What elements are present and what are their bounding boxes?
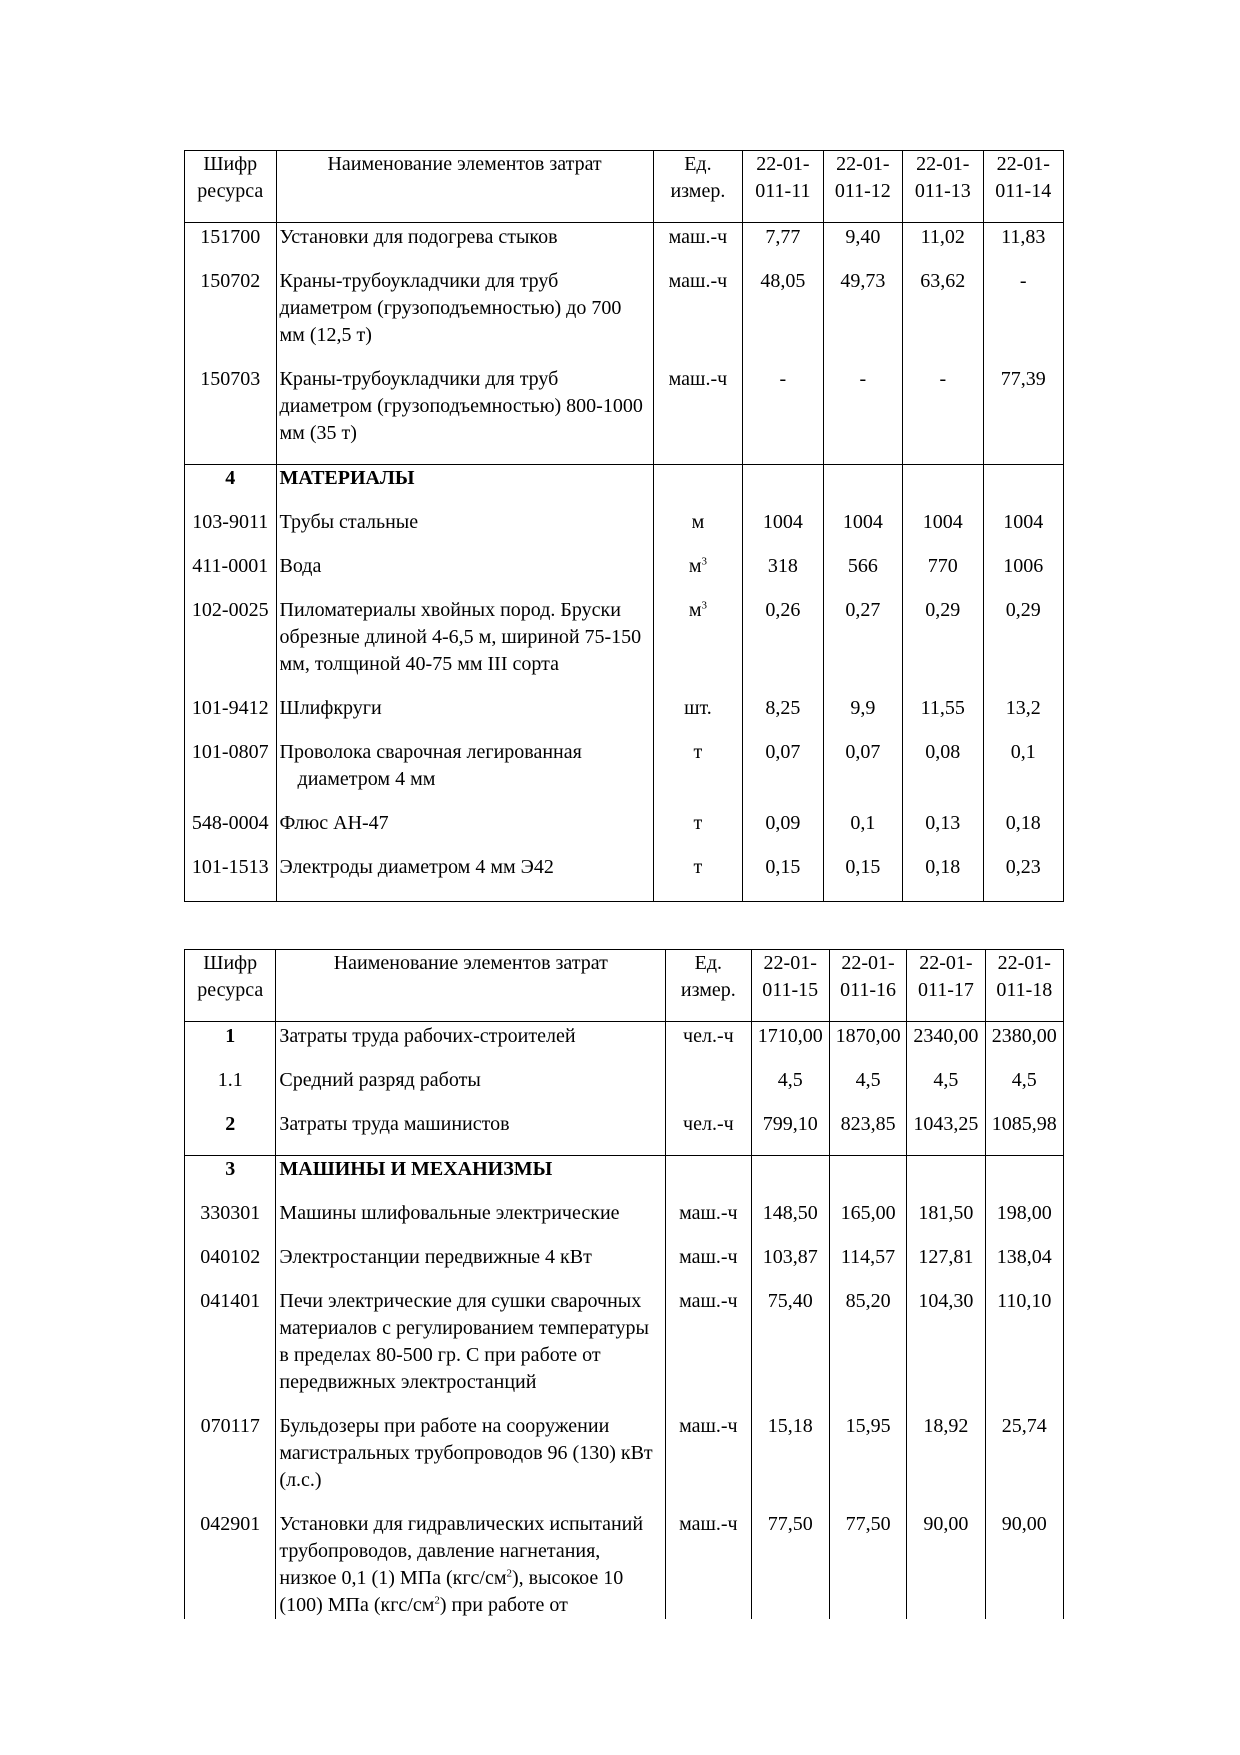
row-value: 0,29	[983, 597, 1064, 695]
row-unit: т	[653, 810, 743, 854]
row-value: 11,83	[983, 223, 1064, 269]
table-row	[185, 509, 1064, 553]
row-value: 1870,00	[829, 1022, 906, 1068]
section-title: МАТЕРИАЛЫ	[276, 465, 653, 510]
row-value: 0,1	[823, 810, 902, 854]
table-header-row	[185, 950, 1064, 1022]
row-value: 0,07	[743, 739, 823, 810]
table-row	[185, 1067, 1064, 1111]
resource-table-1	[184, 150, 1064, 902]
row-name: Электростанции передвижные 4 кВт	[276, 1244, 666, 1288]
row-value: 0,09	[743, 810, 823, 854]
row-value: -	[823, 366, 902, 465]
row-value: 110,10	[985, 1288, 1063, 1413]
row-unit: шт.	[653, 695, 743, 739]
row-code: 2	[225, 1113, 236, 1135]
section-code: 3	[185, 1156, 276, 1201]
row-unit: м	[653, 509, 743, 553]
row-unit: $м^3$	[653, 597, 743, 695]
row-value: 770	[903, 553, 983, 597]
row-value: -	[903, 366, 983, 465]
row-code: 548-0004	[191, 812, 269, 834]
table-row	[185, 1413, 1064, 1511]
section-title: МАШИНЫ И МЕХАНИЗМЫ	[276, 1156, 666, 1201]
row-value: 63,62	[903, 268, 983, 366]
row-value: 127,81	[907, 1244, 985, 1288]
row-value: 75,40	[751, 1288, 829, 1413]
row-unit: маш.-ч	[666, 1413, 751, 1511]
row-value: 4,5	[751, 1067, 829, 1111]
row-code: 102-0025	[191, 599, 269, 621]
row-unit	[666, 1067, 751, 1111]
row-value: 165,00	[829, 1200, 906, 1244]
row-value: 4,5	[829, 1067, 906, 1111]
table-row	[185, 1200, 1064, 1244]
row-value: 1004	[743, 509, 823, 553]
row-value: 1004	[983, 509, 1064, 553]
row-unit: маш.-ч	[666, 1511, 751, 1619]
row-value: 1004	[823, 509, 902, 553]
row-value: 9,40	[823, 223, 902, 269]
row-value: 13,2	[983, 695, 1064, 739]
header-name: Наименование элементов затрат	[276, 151, 653, 223]
row-value: 0,15	[823, 854, 902, 902]
row-value: 48,05	[743, 268, 823, 366]
row-value: 4,5	[985, 1067, 1063, 1111]
header-col-2: 22-01- 011-16	[829, 950, 906, 1022]
row-value: 77,50	[829, 1511, 906, 1619]
table-row	[185, 597, 1064, 695]
row-value: 8,25	[743, 695, 823, 739]
header-col-1: 22-01- 011-11	[743, 151, 823, 223]
row-value: 0,29	[903, 597, 983, 695]
row-name: Вода	[276, 553, 653, 597]
row-value: 15,95	[829, 1413, 906, 1511]
row-value: 0,07	[823, 739, 902, 810]
row-name: Средний разряд работы	[276, 1067, 666, 1111]
row-code: 1	[225, 1025, 236, 1047]
header-col-3: 22-01- 011-13	[903, 151, 983, 223]
row-value: 318	[743, 553, 823, 597]
row-unit: маш.-ч	[653, 366, 743, 465]
row-value: -	[983, 268, 1064, 366]
row-value: 18,92	[907, 1413, 985, 1511]
row-unit: маш.-ч	[653, 223, 743, 269]
row-code: 150702	[200, 270, 261, 292]
row-unit: маш.-ч	[653, 268, 743, 366]
row-value: 4,5	[907, 1067, 985, 1111]
row-value: 1085,98	[985, 1111, 1063, 1156]
row-code: 101-0807	[191, 741, 269, 763]
row-name: Затраты труда машинистов	[276, 1111, 666, 1156]
row-value: 25,74	[985, 1413, 1063, 1511]
row-unit: маш.-ч	[666, 1244, 751, 1288]
row-name: Машины шлифовальные электрические	[276, 1200, 666, 1244]
row-value: 823,85	[829, 1111, 906, 1156]
header-col-2: 22-01- 011-12	[823, 151, 902, 223]
row-name: Краны-трубоукладчики для труб диаметром (грузоподъемностью) 800-1000 мм (35 т)	[276, 366, 653, 465]
table-row	[185, 1288, 1064, 1413]
row-value: -	[743, 366, 823, 465]
row-unit: $м^3$	[653, 553, 743, 597]
row-value: 1043,25	[907, 1111, 985, 1156]
row-value: 49,73	[823, 268, 902, 366]
row-value: 104,30	[907, 1288, 985, 1413]
row-value: 7,77	[743, 223, 823, 269]
section-row	[185, 465, 1064, 510]
row-value: 198,00	[985, 1200, 1063, 1244]
row-value: 103,87	[751, 1244, 829, 1288]
header-name: Наименование элементов затрат	[276, 950, 666, 1022]
row-unit: чел.-ч	[666, 1022, 751, 1068]
row-value: 1710,00	[751, 1022, 829, 1068]
row-value: 2380,00	[985, 1022, 1063, 1068]
row-unit: т	[653, 739, 743, 810]
table-row	[185, 223, 1064, 269]
table-header-row	[185, 151, 1064, 223]
table-row	[185, 854, 1064, 902]
row-value: 0,18	[903, 854, 983, 902]
row-value: 15,18	[751, 1413, 829, 1511]
row-code: 103-9011	[192, 511, 269, 533]
row-value: 1004	[903, 509, 983, 553]
row-code: 040102	[200, 1246, 261, 1268]
row-name: Проволока сварочная легированная диаметром 4 мм	[276, 739, 653, 810]
row-value: 799,10	[751, 1111, 829, 1156]
row-value: 11,55	[903, 695, 983, 739]
section-row	[185, 1156, 1064, 1201]
table-row	[185, 695, 1064, 739]
row-value: 77,50	[751, 1511, 829, 1619]
row-value: 85,20	[829, 1288, 906, 1413]
row-name: Бульдозеры при работе на сооружении магистральных трубопроводов 96 (130) кВт (л.с.)	[276, 1413, 666, 1511]
table-row	[185, 553, 1064, 597]
row-value: 2340,00	[907, 1022, 985, 1068]
row-value: 0,26	[743, 597, 823, 695]
row-name: Пиломатериалы хвойных пород. Бруски обрезные длиной 4-6,5 м, шириной 75-150 мм, толщиной 40-75 мм III сорта	[276, 597, 653, 695]
row-code: 1.1	[217, 1069, 243, 1091]
row-code: 151700	[200, 226, 261, 248]
row-name: Установки для подогрева стыков	[276, 223, 653, 269]
row-name: Флюс АН-47	[276, 810, 653, 854]
row-code: 042901	[200, 1513, 261, 1535]
header-col-4: 22-01- 011-14	[983, 151, 1064, 223]
row-value: 0,13	[903, 810, 983, 854]
row-value: 148,50	[751, 1200, 829, 1244]
row-value: 0,15	[743, 854, 823, 902]
row-name: Установки для гидравлических испытаний трубопроводов, давление нагнетания, низкое 0,1 (1) МПа $(кгс/см^2)$, высокое 10 (100) МПа $(кгс/см^2)$ при работе от	[276, 1511, 666, 1619]
row-value: 114,57	[829, 1244, 906, 1288]
row-unit: маш.-ч	[666, 1288, 751, 1413]
row-value: 138,04	[985, 1244, 1063, 1288]
table-row	[185, 1022, 1064, 1068]
row-name: Затраты труда рабочих-строителей	[276, 1022, 666, 1068]
row-name: Трубы стальные	[276, 509, 653, 553]
row-code: 101-9412	[191, 697, 269, 719]
row-code: 041401	[200, 1290, 261, 1312]
row-unit: т	[653, 854, 743, 902]
row-name: Электроды диаметром 4 мм Э42	[276, 854, 653, 902]
row-name: Шлифкруги	[276, 695, 653, 739]
row-value: 11,02	[903, 223, 983, 269]
row-value: 1006	[983, 553, 1064, 597]
table-row	[185, 739, 1064, 810]
header-col-3: 22-01- 011-17	[907, 950, 985, 1022]
header-unit: Ед. измер.	[653, 151, 743, 223]
header-code: Шифр ресурса	[185, 950, 276, 1022]
row-name: Краны-трубоукладчики для труб диаметром (грузоподъемностью) до 700 мм (12,5 т)	[276, 268, 653, 366]
header-col-1: 22-01- 011-15	[751, 950, 829, 1022]
row-value: 77,39	[983, 366, 1064, 465]
table-row	[185, 1111, 1064, 1156]
row-value: 0,1	[983, 739, 1064, 810]
row-value: 9,9	[823, 695, 902, 739]
table-row	[185, 366, 1064, 465]
table-row	[185, 810, 1064, 854]
row-value: 90,00	[907, 1511, 985, 1619]
row-value: 181,50	[907, 1200, 985, 1244]
row-unit: маш.-ч	[666, 1200, 751, 1244]
row-value: 0,27	[823, 597, 902, 695]
row-unit: чел.-ч	[666, 1111, 751, 1156]
row-value: 0,18	[983, 810, 1064, 854]
row-code: 411-0001	[192, 555, 269, 577]
row-code: 101-1513	[191, 856, 269, 878]
table-row	[185, 268, 1064, 366]
row-value: 566	[823, 553, 902, 597]
table-row	[185, 1511, 1064, 1619]
row-code: 070117	[200, 1415, 260, 1437]
row-value: 0,23	[983, 854, 1064, 902]
header-code: Шифр ресурса	[185, 151, 277, 223]
row-code: 150703	[200, 368, 261, 390]
row-name: Печи электрические для сушки сварочных материалов с регулированием температуры в пределах 80-500 гр. С при работе от передвижных электростанций	[276, 1288, 666, 1413]
row-code: 330301	[200, 1202, 261, 1224]
header-unit: Ед. измер.	[666, 950, 751, 1022]
section-code: 4	[185, 465, 277, 510]
header-col-4: 22-01- 011-18	[985, 950, 1063, 1022]
row-value: 90,00	[985, 1511, 1063, 1619]
row-value: 0,08	[903, 739, 983, 810]
table-row	[185, 1244, 1064, 1288]
resource-table-2	[184, 949, 1064, 1619]
